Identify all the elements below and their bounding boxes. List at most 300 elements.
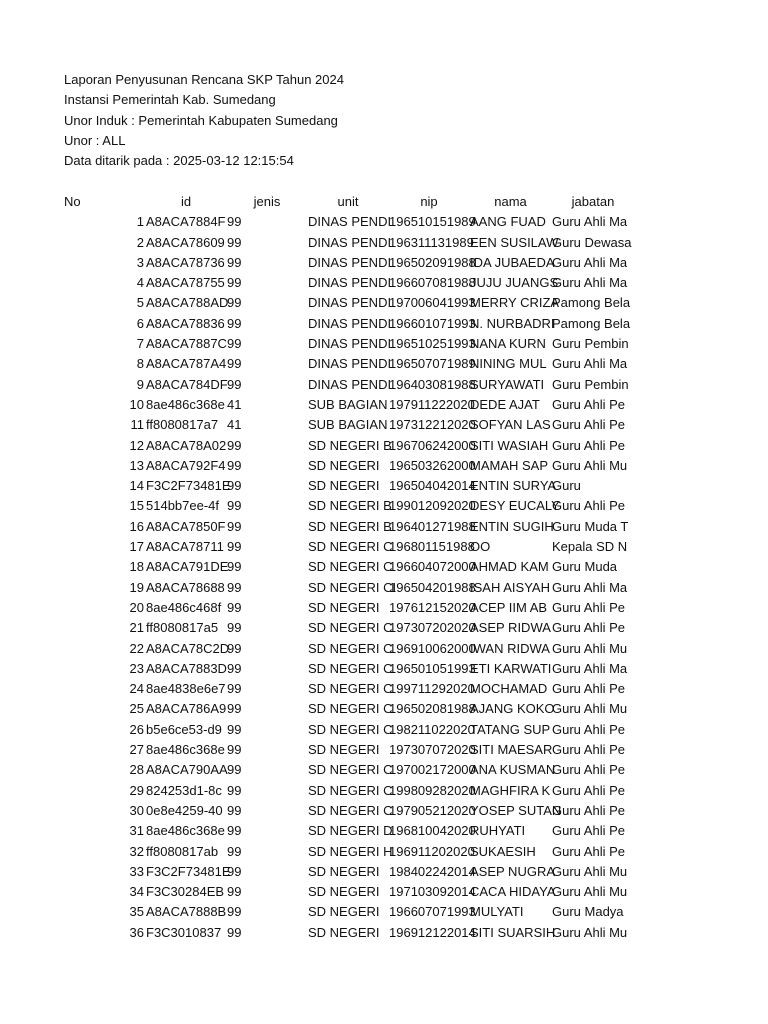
cell-nama: ENTIN SUGIH <box>470 518 554 534</box>
cell-id: A8ACA78755 <box>146 275 225 291</box>
cell-no: 18 <box>129 559 144 575</box>
cell-unit: SD NEGERI CI <box>308 579 397 595</box>
cell-jabatan: Guru Ahli Pe <box>552 437 625 453</box>
cell-jenis: 99 <box>227 762 242 778</box>
cell-id: A8ACA78711 <box>146 539 224 555</box>
cell-no: 30 <box>129 802 144 818</box>
cell-unit: DINAS PENDI <box>308 356 392 372</box>
cell-unit: SD NEGERI C <box>308 762 393 778</box>
cell-jabatan: Guru Ahli Ma <box>552 660 628 676</box>
cell-nip: 197911222020 <box>389 396 475 412</box>
cell-unit: DINAS PENDI <box>308 254 392 270</box>
cell-nama: ISAH AISYAH <box>470 579 550 595</box>
cell-nip: 196311131989 <box>389 234 474 250</box>
cell-unit: SD NEGERI <box>308 904 380 920</box>
cell-nip: 196501051993 <box>389 660 476 676</box>
table-row <box>0 537 768 557</box>
report-unor: Unor : ALL <box>64 132 126 148</box>
cell-jenis: 99 <box>227 660 242 676</box>
table-row <box>0 882 768 902</box>
cell-nama: NANA KURN <box>470 336 546 352</box>
cell-unit: SD NEGERI <box>308 863 380 879</box>
cell-id: A8ACA791DE <box>146 559 229 575</box>
cell-jabatan: Guru Muda T <box>552 518 629 534</box>
cell-id: A8ACA7888B <box>146 904 227 920</box>
cell-nama: SOFYAN LAS <box>470 417 551 433</box>
cell-jabatan: Guru Ahli Pe <box>552 742 625 758</box>
cell-jabatan: Guru Ahli Pe <box>552 721 625 737</box>
cell-jabatan: Guru Ahli Mu <box>552 884 628 900</box>
column-header-no: No <box>64 194 81 209</box>
cell-jabatan: Guru Muda <box>552 559 618 575</box>
cell-no: 7 <box>136 336 144 352</box>
cell-nip: 197002172000 <box>389 762 476 778</box>
table-row <box>0 557 768 577</box>
cell-no: 1 <box>136 214 144 230</box>
cell-nama: MERRY CRIZA <box>470 295 560 311</box>
cell-nip: 197006041993 <box>389 295 476 311</box>
cell-id: A8ACA78736 <box>146 254 225 270</box>
cell-nama: SITI MAESAR <box>470 742 553 758</box>
cell-id: A8ACA7850F <box>146 518 226 534</box>
cell-unit: SD NEGERI C <box>308 640 393 656</box>
cell-id: A8ACA790AA <box>146 762 228 778</box>
cell-unit: SD NEGERI <box>308 924 380 940</box>
cell-unit: SD NEGERI <box>308 457 380 473</box>
table-row <box>0 598 768 618</box>
cell-nama: MOCHAMAD <box>470 681 548 697</box>
table-row <box>0 842 768 862</box>
cell-id: A8ACA784DF <box>146 376 228 392</box>
cell-id: A8ACA7883D <box>146 660 227 676</box>
cell-jabatan: Guru Pembin <box>552 336 629 352</box>
cell-nip: 196601071993 <box>389 315 476 331</box>
cell-no: 2 <box>136 234 144 250</box>
table-row <box>0 334 768 354</box>
cell-nama: TATANG SUP <box>470 721 551 737</box>
cell-no: 34 <box>129 884 144 900</box>
cell-unit: SD NEGERI <box>308 742 380 758</box>
cell-jenis: 99 <box>227 904 242 920</box>
cell-no: 23 <box>129 660 144 676</box>
cell-nama: IWAN RIDWA <box>470 640 550 656</box>
cell-jabatan: Guru Dewasa <box>552 234 632 250</box>
cell-unit: DINAS PENDI <box>308 234 392 250</box>
cell-id: A8ACA792F4 <box>146 457 226 473</box>
cell-nip: 196510151989 <box>389 214 476 230</box>
cell-nip: 199711292020 <box>389 681 475 697</box>
cell-id: A8ACA7884F <box>146 214 226 230</box>
cell-jenis: 99 <box>227 599 242 615</box>
table-row <box>0 273 768 293</box>
report-unor-induk: Unor Induk : Pemerintah Kabupaten Sumedang <box>64 112 338 128</box>
cell-nip: 196510251993 <box>389 336 476 352</box>
cell-no: 8 <box>136 356 144 372</box>
cell-no: 19 <box>129 579 144 595</box>
table-row <box>0 212 768 232</box>
cell-nama: SITI WASIAH <box>470 437 549 453</box>
cell-nama: SITI SUARSIH <box>470 924 556 940</box>
table-row <box>0 436 768 456</box>
cell-id: 8ae486c468f <box>146 599 222 615</box>
column-header-jenis: jenis <box>253 194 281 209</box>
table-row <box>0 314 768 334</box>
cell-jabatan: Guru Ahli Ma <box>552 214 628 230</box>
cell-nama: RUHYATI <box>470 823 526 839</box>
cell-jenis: 99 <box>227 802 242 818</box>
cell-jabatan: Guru Ahli Pe <box>552 823 625 839</box>
cell-no: 28 <box>129 762 144 778</box>
cell-no: 21 <box>129 620 144 636</box>
cell-jenis: 99 <box>227 701 242 717</box>
cell-no: 10 <box>129 396 144 412</box>
cell-jenis: 99 <box>227 295 242 311</box>
column-header-nama: nama <box>494 194 527 209</box>
table-row <box>0 781 768 801</box>
cell-nama: SURYAWATI <box>470 376 545 392</box>
cell-no: 25 <box>129 701 144 717</box>
cell-no: 14 <box>129 478 144 494</box>
cell-id: ff8080817a7 <box>146 417 219 433</box>
cell-jenis: 99 <box>227 234 242 250</box>
cell-jenis: 99 <box>227 742 242 758</box>
table-row <box>0 760 768 780</box>
cell-nama: AJANG KOKO <box>470 701 555 717</box>
cell-jenis: 99 <box>227 214 242 230</box>
cell-nama: MULYATI <box>470 904 524 920</box>
cell-nama: CACA HIDAYA <box>470 884 556 900</box>
cell-unit: SD NEGERI C <box>308 559 393 575</box>
cell-nama: SUKAESIH <box>470 843 536 859</box>
cell-no: 5 <box>136 295 144 311</box>
cell-unit: SD NEGERI C <box>308 701 393 717</box>
table-row <box>0 456 768 476</box>
cell-jenis: 99 <box>227 539 242 555</box>
cell-jenis: 99 <box>227 782 242 798</box>
cell-nip: 196810042020 <box>389 823 476 839</box>
cell-jabatan: Guru Ahli Pe <box>552 620 625 636</box>
cell-id: 824253d1-8c <box>146 782 222 798</box>
table-row <box>0 639 768 659</box>
report-agency: Instansi Pemerintah Kab. Sumedang <box>64 92 276 108</box>
cell-unit: SD NEGERI <box>308 478 380 494</box>
cell-nip: 196801151988 <box>389 539 475 555</box>
cell-jenis: 99 <box>227 681 242 697</box>
cell-id: F3C30284EB <box>146 884 225 900</box>
cell-unit: SUB BAGIAN <box>308 417 388 433</box>
table-row <box>0 659 768 679</box>
cell-nama: YOSEP SUTAN <box>470 802 562 818</box>
column-header-nip: nip <box>420 194 438 209</box>
cell-id: ff8080817a5 <box>146 620 219 636</box>
cell-id: 8ae4838e6e7 <box>146 681 226 697</box>
cell-nama: ETI KARWATI <box>470 660 552 676</box>
table-row <box>0 415 768 435</box>
cell-nama: IDA JUBAEDA <box>470 254 555 270</box>
cell-jenis: 99 <box>227 498 242 514</box>
table-row <box>0 375 768 395</box>
cell-unit: SD NEGERI C <box>308 539 393 555</box>
cell-nip: 196607071993 <box>389 904 476 920</box>
cell-id: A8ACA788AD <box>146 295 229 311</box>
cell-jenis: 99 <box>227 721 242 737</box>
cell-jenis: 99 <box>227 640 242 656</box>
cell-unit: DINAS PENDI <box>308 376 392 392</box>
table-row <box>0 679 768 699</box>
table-row <box>0 395 768 415</box>
cell-no: 12 <box>129 437 144 453</box>
cell-jenis: 99 <box>227 356 242 372</box>
cell-jabatan: Guru Ahli Pe <box>552 802 625 818</box>
cell-no: 15 <box>129 498 144 514</box>
cell-id: A8ACA78C2D <box>146 640 230 656</box>
cell-nama: N. NURBADRI <box>470 315 555 331</box>
cell-nama: MAGHFIRA K <box>470 782 551 798</box>
cell-no: 27 <box>129 742 144 758</box>
cell-jabatan: Kepala SD N <box>552 539 628 555</box>
cell-jabatan: Guru Ahli Pe <box>552 681 625 697</box>
cell-nip: 196503262000 <box>389 457 476 473</box>
cell-id: 8ae486c368e <box>146 396 225 412</box>
cell-id: A8ACA787A4 <box>146 356 227 372</box>
table-row <box>0 517 768 537</box>
cell-id: A8ACA78688 <box>146 579 225 595</box>
cell-jabatan: Guru Ahli Ma <box>552 254 628 270</box>
table-row <box>0 253 768 273</box>
cell-jabatan: Guru Ahli Mu <box>552 701 628 717</box>
table-row <box>0 699 768 719</box>
cell-unit: SD NEGERI <box>308 884 380 900</box>
cell-unit: DINAS PENDI <box>308 336 392 352</box>
cell-id: F3C3010837 <box>146 924 222 940</box>
cell-nip: 196403081988 <box>389 376 476 392</box>
table-body <box>0 212 768 943</box>
cell-unit: SD NEGERI H <box>308 843 393 859</box>
cell-jenis: 99 <box>227 863 242 879</box>
cell-nama: DEDE AJAT <box>470 396 540 412</box>
cell-nama: EEN SUSILAW <box>470 234 559 250</box>
cell-unit: DINAS PENDI <box>308 295 392 311</box>
cell-nip: 196912122014 <box>389 924 476 940</box>
cell-id: 8ae486c368e <box>146 742 225 758</box>
cell-jenis: 41 <box>227 417 242 433</box>
cell-nama: AANG FUAD <box>470 214 546 230</box>
cell-no: 32 <box>129 843 144 859</box>
cell-nip: 196504042014 <box>389 478 476 494</box>
cell-jabatan: Pamong Bela <box>552 315 631 331</box>
cell-id: b5e6ce53-d9 <box>146 721 222 737</box>
cell-jabatan: Guru Ahli Mu <box>552 924 628 940</box>
cell-id: A8ACA78A02 <box>146 437 227 453</box>
cell-no: 22 <box>129 640 144 656</box>
cell-nip: 197307072020 <box>389 742 476 758</box>
table-row <box>0 496 768 516</box>
cell-unit: SD NEGERI B <box>308 498 392 514</box>
cell-jabatan: Guru Ahli Pe <box>552 396 625 412</box>
cell-jabatan: Guru Ahli Pe <box>552 843 625 859</box>
cell-nip: 196910062000 <box>389 640 476 656</box>
cell-no: 24 <box>129 681 144 697</box>
cell-nip: 196401271988 <box>389 518 476 534</box>
cell-unit: SUB BAGIAN <box>308 396 388 412</box>
cell-jenis: 99 <box>227 559 242 575</box>
cell-no: 20 <box>129 599 144 615</box>
cell-unit: SD NEGERI C <box>308 660 393 676</box>
cell-nip: 196507071989 <box>389 356 476 372</box>
cell-jenis: 99 <box>227 579 242 595</box>
table-header-row <box>0 192 768 212</box>
cell-nip: 196607081988 <box>389 275 476 291</box>
cell-no: 35 <box>129 904 144 920</box>
cell-nip: 196604072000 <box>389 559 476 575</box>
cell-nama: AHMAD KAM <box>470 559 549 575</box>
cell-nip: 198211022020 <box>389 721 475 737</box>
cell-jabatan: Guru Pembin <box>552 376 629 392</box>
table-row <box>0 801 768 821</box>
table-row <box>0 740 768 760</box>
cell-jabatan: Guru Ahli Ma <box>552 579 628 595</box>
cell-nama: OO <box>470 539 491 555</box>
cell-jabatan: Pamong Bela <box>552 295 631 311</box>
column-header-id: id <box>180 194 192 209</box>
cell-jabatan: Guru Ahli Ma <box>552 275 628 291</box>
cell-no: 36 <box>129 924 144 940</box>
cell-no: 9 <box>136 376 144 392</box>
cell-no: 4 <box>136 275 144 291</box>
cell-no: 31 <box>129 823 144 839</box>
table-row <box>0 618 768 638</box>
cell-jabatan: Guru Ahli Mu <box>552 640 628 656</box>
cell-nip: 198402242014 <box>389 863 476 879</box>
cell-nama: DESY EUCALY <box>470 498 560 514</box>
table-row <box>0 578 768 598</box>
cell-unit: DINAS PENDI <box>308 315 392 331</box>
cell-nama: NINING MUL <box>470 356 547 372</box>
cell-nip: 197312212020 <box>389 417 476 433</box>
cell-unit: SD NEGERI C <box>308 721 393 737</box>
table-row <box>0 821 768 841</box>
cell-unit: SD NEGERI B <box>308 437 392 453</box>
cell-unit: SD NEGERI C <box>308 681 393 697</box>
cell-unit: SD NEGERI D <box>308 823 393 839</box>
report-timestamp: Data ditarik pada : 2025-03-12 12:15:54 <box>64 153 294 169</box>
cell-nama: ASEP RIDWA <box>470 620 551 636</box>
cell-id: A8ACA7887C <box>146 336 227 352</box>
column-header-unit: unit <box>337 194 359 209</box>
cell-nip: 196706242000 <box>389 437 476 453</box>
table-row <box>0 923 768 943</box>
cell-no: 16 <box>129 518 144 534</box>
cell-unit: SD NEGERI B <box>308 518 392 534</box>
cell-nama: ASEP NUGRA <box>470 863 556 879</box>
cell-nip: 197905212020 <box>389 802 476 818</box>
cell-unit: SD NEGERI C <box>308 802 393 818</box>
column-header-jabatan: jabatan <box>571 194 615 209</box>
cell-jenis: 99 <box>227 275 242 291</box>
data-table <box>0 192 768 943</box>
cell-jabatan: Guru Ahli Pe <box>552 599 625 615</box>
table-row <box>0 293 768 313</box>
cell-nip: 199809282020 <box>389 782 476 798</box>
table-row <box>0 862 768 882</box>
cell-nip: 196502091988 <box>389 254 476 270</box>
cell-no: 13 <box>129 457 144 473</box>
cell-nama: ENTIN SURYA <box>470 478 557 494</box>
cell-jabatan: Guru Ahli Mu <box>552 863 628 879</box>
cell-no: 33 <box>129 863 144 879</box>
cell-jenis: 99 <box>227 315 242 331</box>
cell-jabatan: Guru Ahli Mu <box>552 457 628 473</box>
cell-id: 0e8e4259-40 <box>146 802 223 818</box>
cell-jabatan: Guru Ahli Pe <box>552 498 625 514</box>
cell-id: A8ACA78836 <box>146 315 225 331</box>
cell-id: 8ae486c368e <box>146 823 225 839</box>
cell-no: 6 <box>136 315 144 331</box>
table-row <box>0 902 768 922</box>
cell-jenis: 41 <box>227 396 242 412</box>
cell-jenis: 99 <box>227 478 242 494</box>
cell-unit: SD NEGERI C <box>308 620 393 636</box>
cell-jabatan: Guru <box>552 478 581 494</box>
cell-nip: 196502081988 <box>389 701 476 717</box>
cell-jenis: 99 <box>227 620 242 636</box>
cell-jenis: 99 <box>227 924 242 940</box>
cell-id: ff8080817ab <box>146 843 219 859</box>
cell-nip: 196504201988 <box>389 579 476 595</box>
cell-jabatan: Guru Ahli Pe <box>552 417 625 433</box>
cell-no: 17 <box>129 539 144 555</box>
cell-jenis: 99 <box>227 518 242 534</box>
cell-unit: DINAS PENDI <box>308 275 392 291</box>
cell-nama: ACEP IIM AB <box>470 599 548 615</box>
cell-nip: 197307202020 <box>389 620 476 636</box>
cell-id: F3C2F73481E <box>146 478 231 494</box>
cell-jenis: 99 <box>227 884 242 900</box>
cell-no: 29 <box>129 782 144 798</box>
cell-jenis: 99 <box>227 336 242 352</box>
cell-nama: ANA KUSMAN <box>470 762 556 778</box>
cell-jabatan: Guru Madya <box>552 904 624 920</box>
cell-no: 26 <box>129 721 144 737</box>
cell-id: A8ACA78609 <box>146 234 225 250</box>
report-header <box>64 70 344 171</box>
report-title: Laporan Penyusunan Rencana SKP Tahun 2024 <box>64 72 344 87</box>
table-row <box>0 354 768 374</box>
cell-nama: JUJU JUANGS <box>470 275 559 291</box>
cell-jenis: 99 <box>227 457 242 473</box>
cell-id: F3C2F73481E <box>146 863 231 879</box>
table-row <box>0 233 768 253</box>
cell-nip: 196911202020 <box>389 843 475 859</box>
cell-unit: DINAS PENDI <box>308 214 392 230</box>
cell-jenis: 99 <box>227 254 242 270</box>
cell-unit: SD NEGERI C <box>308 782 393 798</box>
table-row <box>0 720 768 740</box>
cell-id: A8ACA786A9 <box>146 701 227 717</box>
cell-unit: SD NEGERI <box>308 599 380 615</box>
cell-jabatan: Guru Ahli Ma <box>552 356 628 372</box>
cell-jenis: 99 <box>227 823 242 839</box>
cell-jabatan: Guru Ahli Pe <box>552 762 625 778</box>
table-row <box>0 476 768 496</box>
cell-nama: MAMAH SAP <box>470 457 549 473</box>
cell-no: 11 <box>130 417 144 433</box>
cell-nip: 197612152020 <box>389 599 476 615</box>
cell-jenis: 99 <box>227 376 242 392</box>
cell-nip: 199012092020 <box>389 498 476 514</box>
cell-nip: 197103092014 <box>389 884 476 900</box>
cell-jenis: 99 <box>227 843 242 859</box>
